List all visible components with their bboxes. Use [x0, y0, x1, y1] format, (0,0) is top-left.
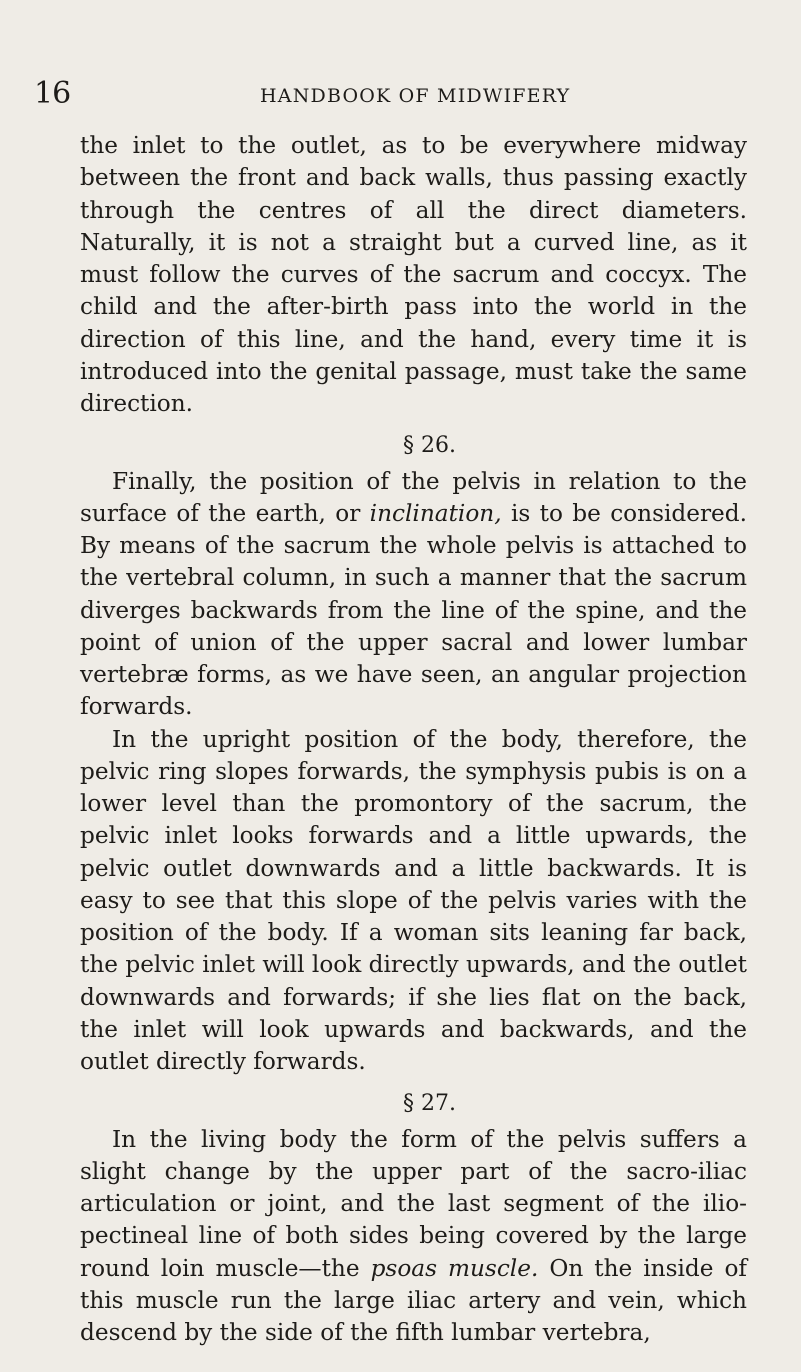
- emphasis-inclination: inclination,: [369, 499, 502, 527]
- page-number: 16: [34, 76, 71, 111]
- paragraph-continued: the inlet to the outlet, as to be everywhere midway between the front and back walls, thus passing exactly through the centres of all the direct diameters. Naturally, it is not a straight but a curved line, as it must follow the curves of the sacrum and coccyx. The child and the after-birth pass into the world in the direction of this line, and the hand, every time it is introduced into the genital passage, must take the same direction.: [80, 132, 747, 417]
- section-heading-26: § 26.: [403, 433, 456, 459]
- page-header: [34, 76, 727, 116]
- paragraph-living-body: [80, 1124, 747, 1350]
- emphasis-psoas-muscle: psoas muscle.: [370, 1254, 539, 1282]
- paragraph-inclination: [80, 466, 747, 724]
- paragraph-text: On the inside of this muscle run the large iliac artery and vein, which descend by the side of the fifth lumbar vertebra,: [80, 1254, 747, 1346]
- body-text: [80, 130, 747, 1349]
- paragraph-text: is to be considered. By means of the sacrum the whole pelvis is attached to the vertebral column, in such a manner that the sacrum diverges backwards from the line of the spine, and the point of union of the upper sacral and lower lumbar vertebræ forms, as we have seen, an angular projection forwards.: [80, 499, 747, 721]
- paragraph-text: Finally, the position of the pelvis in relation to the surface of the earth, or: [80, 467, 747, 527]
- paragraph-text: In the living body the form of the pelvis suffers a slight change by the upper part of the sacro-iliac articulation or joint, and the last segment of the ilio-pectineal line of both sides being covered by the large round loin muscle—the: [80, 1125, 747, 1282]
- paragraph-upright-position: In the upright position of the body, therefore, the pelvic ring slopes forwards, the symphysis pubis is on a lower level than the promontory of the sacrum, the pelvic inlet looks forwards and a little upwards, the pelvic outlet downwards and a little backwards. It is easy to see that this slope of the pelvis varies with the position of the body. If a woman sits leaning far back, the pelvic inlet will look directly upwards, and the outlet downwards and forwards; if she lies flat on the back, the inlet will look upwards and backwards, and the outlet directly forwards.: [80, 725, 747, 1075]
- section-heading-27: § 27.: [403, 1091, 456, 1117]
- running-head: HANDBOOK OF MIDWIFERY: [260, 85, 571, 107]
